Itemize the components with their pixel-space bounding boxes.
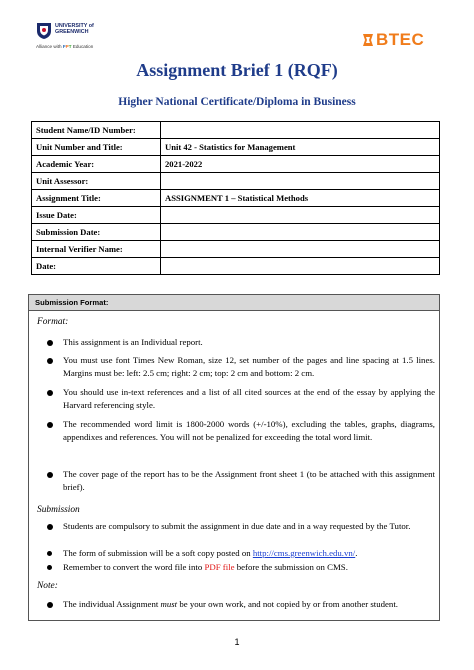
table-row bbox=[32, 224, 440, 241]
bullet-icon bbox=[47, 565, 52, 570]
row-label: Date: bbox=[32, 258, 161, 275]
row-label: Unit Assessor: bbox=[32, 173, 161, 190]
row-label: Unit Number and Title: bbox=[32, 139, 161, 156]
submission-item-text: The form of submission will be a soft copy posted on bbox=[63, 548, 253, 558]
row-value[interactable] bbox=[161, 173, 440, 190]
table-row bbox=[32, 139, 440, 156]
btec-logo-text: BTEC bbox=[376, 30, 425, 49]
bullet-icon bbox=[47, 358, 53, 364]
note-text: The individual Assignment bbox=[63, 599, 161, 609]
submission-item bbox=[63, 561, 435, 574]
bullet-icon bbox=[47, 340, 53, 346]
page-number: 1 bbox=[234, 637, 240, 647]
row-value[interactable] bbox=[161, 122, 440, 139]
note-label: Note: bbox=[37, 581, 58, 591]
row-value[interactable] bbox=[161, 241, 440, 258]
submission-format-heading: Submission Format: bbox=[29, 295, 439, 311]
format-item: This assignment is an Individual report. bbox=[63, 337, 203, 347]
bullet-icon bbox=[47, 422, 53, 428]
bullet-icon bbox=[47, 472, 53, 478]
row-label: Internal Verifier Name: bbox=[32, 241, 161, 258]
row-label: Issue Date: bbox=[32, 207, 161, 224]
row-label: Submission Date: bbox=[32, 224, 161, 241]
table-row bbox=[32, 173, 440, 190]
submission-item bbox=[63, 547, 435, 560]
fpt-letter-f: F bbox=[62, 44, 66, 49]
row-value: Unit 42 - Statistics for Management bbox=[161, 139, 440, 156]
btec-logo bbox=[361, 30, 424, 50]
bullet-icon bbox=[47, 390, 53, 396]
row-label: Student Name/ID Number: bbox=[32, 122, 161, 139]
page-header bbox=[0, 0, 474, 60]
format-label: Format: bbox=[37, 317, 69, 327]
note-item bbox=[63, 598, 435, 611]
submission-item: Students are compulsory to submit the assignment in due date and in a way requested by the Tutor. bbox=[63, 521, 411, 531]
row-label: Academic Year: bbox=[32, 156, 161, 173]
row-label: Assignment Title: bbox=[32, 190, 161, 207]
format-item: You should use in-text references and a list of all cited sources at the end of the essay by applying the Harvard referencing style. bbox=[63, 387, 435, 410]
page-title: Assignment Brief 1 (RQF) bbox=[136, 60, 338, 80]
note-text: be your own work, and not copied by or from another student. bbox=[177, 599, 398, 609]
alliance-prefix: Alliance with bbox=[36, 44, 62, 49]
assignment-info-table bbox=[31, 121, 440, 275]
submission-item-text: . bbox=[355, 548, 358, 558]
university-of-greenwich-logo bbox=[36, 22, 122, 56]
submission-label: Submission bbox=[37, 505, 80, 515]
row-value[interactable] bbox=[161, 224, 440, 241]
cms-link[interactable]: http://cms.greenwich.edu.vn/ bbox=[252, 548, 356, 558]
row-value: ASSIGNMENT 1 – Statistical Methods bbox=[161, 190, 440, 207]
university-name bbox=[55, 23, 94, 35]
row-value[interactable] bbox=[161, 207, 440, 224]
table-row bbox=[32, 258, 440, 275]
bullet-icon bbox=[47, 524, 53, 530]
crest-icon bbox=[36, 22, 52, 40]
row-value: 2021-2022 bbox=[161, 156, 440, 173]
fpt-letter-p: P bbox=[65, 44, 69, 49]
bullet-icon bbox=[47, 551, 52, 556]
university-name-line1: UNIVERSITY of bbox=[55, 23, 94, 29]
fpt-letter-t: T bbox=[68, 44, 72, 49]
alliance-suffix: Education bbox=[72, 44, 94, 49]
bullet-icon bbox=[47, 602, 53, 608]
table-row bbox=[32, 241, 440, 258]
submission-format-box bbox=[28, 294, 440, 621]
table-row bbox=[32, 207, 440, 224]
pdf-file-highlight: PDF file bbox=[204, 562, 235, 572]
row-value[interactable] bbox=[161, 258, 440, 275]
table-row bbox=[32, 122, 440, 139]
university-name-line2: GREENWICH bbox=[55, 29, 89, 35]
submission-item-text: before the submission on CMS. bbox=[234, 562, 348, 572]
format-item: You must use font Times New Roman, size 12, set number of the pages and line spacing at 1.5 lines. Margins must be: left: 2.5 cm; right: 2 cm; top: 2 cm and bottom: 2 cm. bbox=[63, 355, 435, 378]
btec-symbol-icon bbox=[361, 32, 375, 48]
submission-item-text: Remember to convert the word file into bbox=[63, 562, 205, 572]
format-item: The cover page of the report has to be the Assignment front sheet 1 (to be attached with this assignment brief). bbox=[63, 469, 435, 492]
alliance-line bbox=[36, 44, 93, 49]
page-subtitle: Higher National Certificate/Diploma in Business bbox=[118, 96, 356, 108]
table-row bbox=[32, 156, 440, 173]
table-row bbox=[32, 190, 440, 207]
note-emphasis: must bbox=[160, 599, 178, 609]
format-item: The recommended word limit is 1800-2000 words (+/-10%), excluding the tables, graphs, diagrams, appendixes and references. You will not be penalized for exceeding the total word limit. bbox=[63, 419, 435, 442]
